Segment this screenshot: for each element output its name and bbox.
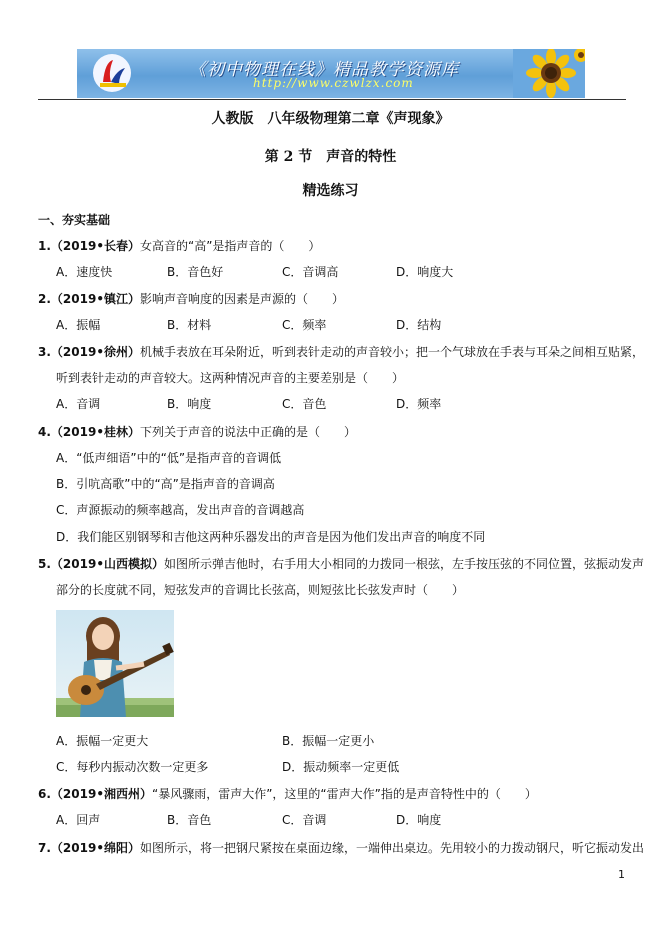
q3-option-d: D．频率	[396, 397, 442, 411]
question-1	[38, 238, 320, 254]
question-text: 女高音的“高”是指声音的（ ）	[140, 239, 321, 253]
page-number: 1	[618, 868, 625, 881]
guitar-player-image	[56, 610, 174, 717]
banner-title: 《初中物理在线》精品教学资源库	[189, 60, 459, 80]
q5-option-a: A．振幅一定更大	[56, 734, 149, 748]
question-source: （2019•湘西州）	[50, 787, 152, 801]
question-number: 3.	[38, 345, 51, 359]
question-number: 7.	[38, 841, 51, 855]
question-3	[38, 344, 644, 360]
q2-option-a: A．振幅	[56, 318, 101, 332]
question-text: 如图所示，将一把钢尺紧按在桌面边缘，一端伸出桌边。先用较小的力拨动钢尺，听它振动发出	[140, 841, 645, 855]
question-3-cont: 听到表针走动的声音较大。这两种情况声音的主要差别是（ ）	[56, 371, 405, 385]
question-number: 2.	[38, 292, 51, 306]
q3-option-b: B．响度	[167, 397, 212, 411]
question-number: 6.	[38, 787, 51, 801]
q1-option-d: D．响度大	[396, 265, 454, 279]
question-source: （2019•镇江）	[50, 292, 140, 306]
q3-option-a: A．音调	[56, 397, 101, 411]
q2-option-d: D．结构	[396, 318, 442, 332]
question-source: （2019•山西模拟）	[50, 557, 164, 571]
question-text: 影响声音响度的因素是声源的（ ）	[140, 292, 345, 306]
q2-option-b: B．材料	[167, 318, 212, 332]
q1-option-c: C．音调高	[282, 265, 339, 279]
question-5-cont: 部分的长度就不同，短弦发声的音调比长弦高，则短弦比长弦发声时（ ）	[56, 583, 465, 597]
question-text: 如图所示弹吉他时，右手用大小相同的力拨同一根弦，左手按压弦的不同位置，弦振动发声	[164, 557, 645, 571]
q6-option-d: D．响度	[396, 813, 442, 827]
q4-option-d: D．我们能区别钢琴和吉他这两种乐器发出的声音是因为他们发出声音的响度不同	[56, 530, 486, 544]
question-7	[38, 840, 644, 856]
doc-title: 人教版 八年级物理第二章《声现象》	[211, 111, 450, 127]
question-text: 机械手表放在耳朵附近，听到表针走动的声音较小；把一个气球放在手表与耳朵之间相互贴紧，	[140, 345, 645, 359]
q5-option-d: D．振动频率一定更低	[282, 760, 400, 774]
banner-url: http://www.czwlzx.com	[253, 76, 414, 90]
q6-option-c: C．音调	[282, 813, 327, 827]
question-text: 下列关于声音的说法中正确的是（ ）	[140, 425, 357, 439]
q5-option-c: C．每秒内振动次数一定更多	[56, 760, 209, 774]
q1-option-a: A．速度快	[56, 265, 113, 279]
question-source: （2019•徐州）	[50, 345, 140, 359]
question-number: 1.	[38, 239, 51, 253]
doc-subtitle: 精选练习	[302, 183, 359, 199]
section-title: 第 2 节 声音的特性	[264, 149, 397, 165]
question-source: （2019•桂林）	[50, 425, 140, 439]
question-number: 5.	[38, 557, 51, 571]
q5-option-b: B．振幅一定更小	[282, 734, 375, 748]
header-rule	[38, 99, 626, 100]
sunflower-icon	[513, 49, 585, 98]
q6-option-b: B．音色	[167, 813, 212, 827]
question-2	[38, 291, 344, 307]
q4-option-c: C．声源振动的频率越高，发出声音的音调越高	[56, 503, 305, 517]
q3-option-c: C．音色	[282, 397, 327, 411]
site-banner	[77, 49, 585, 98]
question-5	[38, 556, 644, 572]
logo-icon	[91, 52, 133, 94]
question-source: （2019•绵阳）	[50, 841, 140, 855]
part-heading: 一、夯实基础	[38, 213, 111, 227]
q2-option-c: C．频率	[282, 318, 327, 332]
question-source: （2019•长春）	[50, 239, 140, 253]
q4-option-a: A．“低声细语”中的“低”是指声音的音调低	[56, 451, 282, 465]
question-text: “暴风骤雨，雷声大作”，这里的“雷声大作”指的是声音特性中的（ ）	[152, 787, 537, 801]
q1-option-b: B．音色好	[167, 265, 224, 279]
question-4	[38, 424, 356, 440]
q6-option-a: A．回声	[56, 813, 101, 827]
q4-option-b: B．引吭高歌”中的“高”是指声音的音调高	[56, 477, 275, 491]
question-6	[38, 786, 537, 802]
question-number: 4.	[38, 425, 51, 439]
